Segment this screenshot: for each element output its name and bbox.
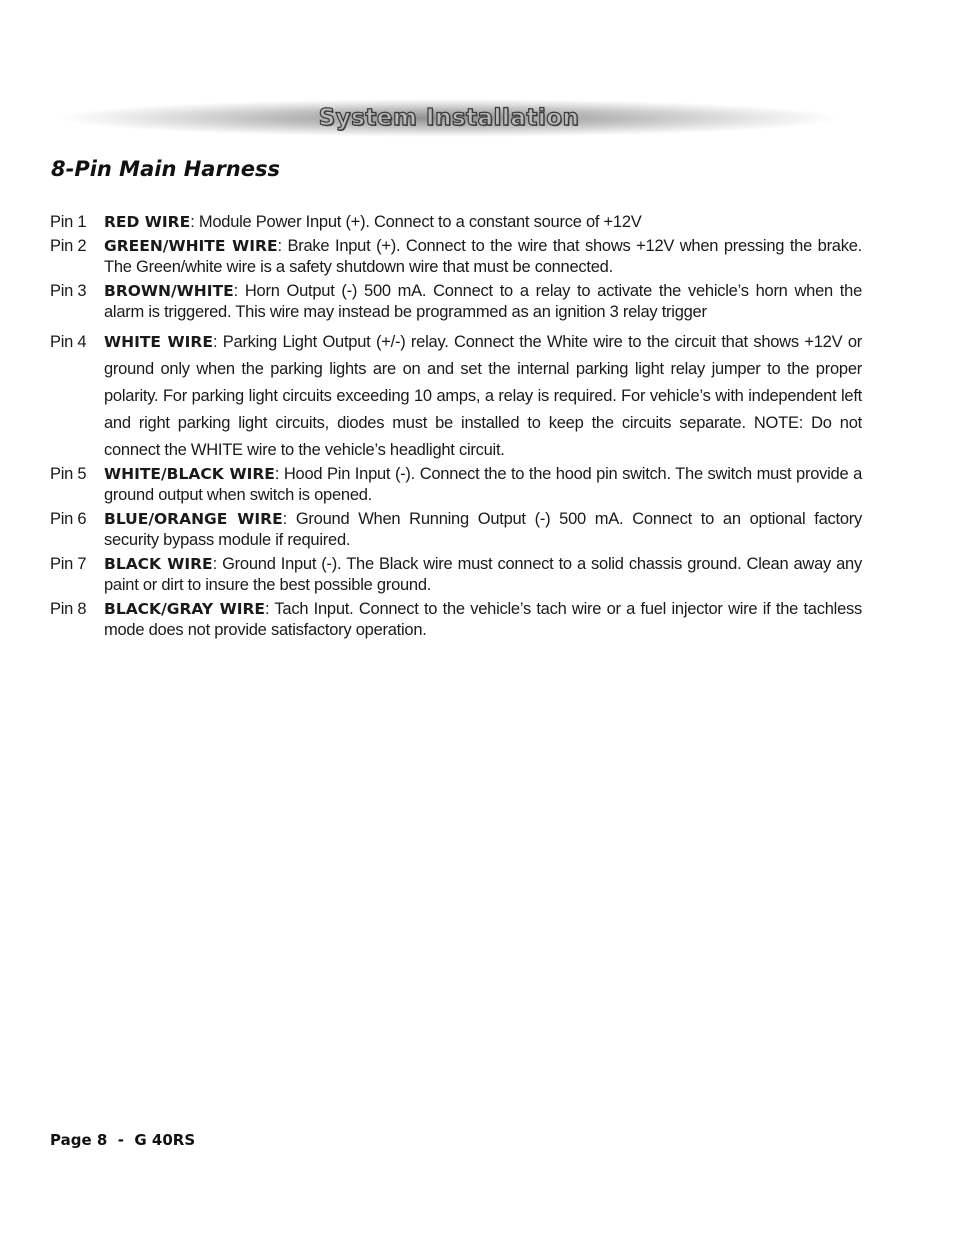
banner-title: System Installation (318, 105, 580, 131)
pin-description (104, 599, 862, 641)
pin-label: Pin 5 (50, 465, 87, 483)
pin-description (104, 554, 862, 596)
wire-name: BLUE/ORANGE WIRE (104, 510, 283, 528)
pin-description (104, 464, 862, 506)
pin-label: Pin 8 (50, 600, 87, 618)
wire-description: : Ground When Running Output (-) 500 mA. Connect to an optional factory security bypass module if required. (104, 510, 862, 549)
pin-label: Pin 6 (50, 510, 87, 528)
section-banner (58, 99, 840, 137)
pin-row-8 (50, 599, 862, 641)
wire-description: : Parking Light Output (+/-) relay. Connect the White wire to the circuit that shows +12V or ground only when the parking lights are on and set the internal parking light relay jumper to the proper polarity. For parking light circuits exceeding 10 amps, a relay is required. For vehicle’s with independent left and right parking light circuits, diodes must be installed to keep the circuits separate. NOTE: Do not connect the WHITE wire to the vehicle’s headlight circuit. (104, 333, 862, 459)
pin-label: Pin 2 (50, 237, 87, 255)
pin-description (104, 236, 862, 278)
pin-row-4 (50, 329, 862, 464)
wire-description: : Tach Input. Connect to the vehicle’s tach wire or a fuel injector wire if the tachless mode does not provide satisfactory operation. (104, 600, 862, 639)
wire-name: BROWN/WHITE (104, 282, 234, 300)
wire-description: : Module Power Input (+). Connect to a constant source of +12V (190, 213, 642, 231)
wire-description: : Horn Output (-) 500 mA. Connect to a relay to activate the vehicle’s horn when the alarm is triggered. This wire may instead be programmed as an ignition 3 relay trigger (104, 282, 862, 321)
pin-label: Pin 3 (50, 282, 87, 300)
wire-description: : Ground Input (-). The Black wire must connect to a solid chassis ground. Clean away any paint or dirt to insure the best possible ground. (104, 555, 862, 594)
wire-name: WHITE/BLACK WIRE (104, 465, 275, 483)
pin-description (104, 281, 862, 323)
pin-label: Pin 7 (50, 555, 87, 573)
wire-name: BLACK WIRE (104, 555, 213, 573)
wire-description: : Hood Pin Input (-). Connect the to the hood pin switch. The switch must provide a ground output when switch is opened. (104, 465, 863, 504)
pin-description (104, 329, 862, 464)
pin-description (104, 212, 862, 233)
page-footer: Page 8 - G 40RS (50, 1131, 196, 1149)
wire-name: GREEN/WHITE WIRE (104, 237, 278, 255)
wire-description: : Brake Input (+). Connect to the wire that shows +12V when pressing the brake. The Green/white wire is a safety shutdown wire that must be connected. (104, 237, 862, 276)
pin-row-7 (50, 554, 862, 596)
section-title: 8-Pin Main Harness (51, 157, 281, 181)
pin-row-3 (50, 281, 862, 323)
pin-label: Pin 1 (50, 213, 87, 231)
pin-row-1 (50, 212, 862, 233)
wire-name: WHITE WIRE (104, 333, 213, 351)
pin-description (104, 509, 862, 551)
pin-row-5 (50, 464, 862, 506)
pin-label: Pin 4 (50, 333, 87, 351)
pin-list (50, 212, 862, 644)
wire-name: RED WIRE (104, 213, 191, 231)
pin-row-6 (50, 509, 862, 551)
pin-row-2 (50, 236, 862, 278)
wire-name: BLACK/GRAY WIRE (104, 600, 265, 618)
